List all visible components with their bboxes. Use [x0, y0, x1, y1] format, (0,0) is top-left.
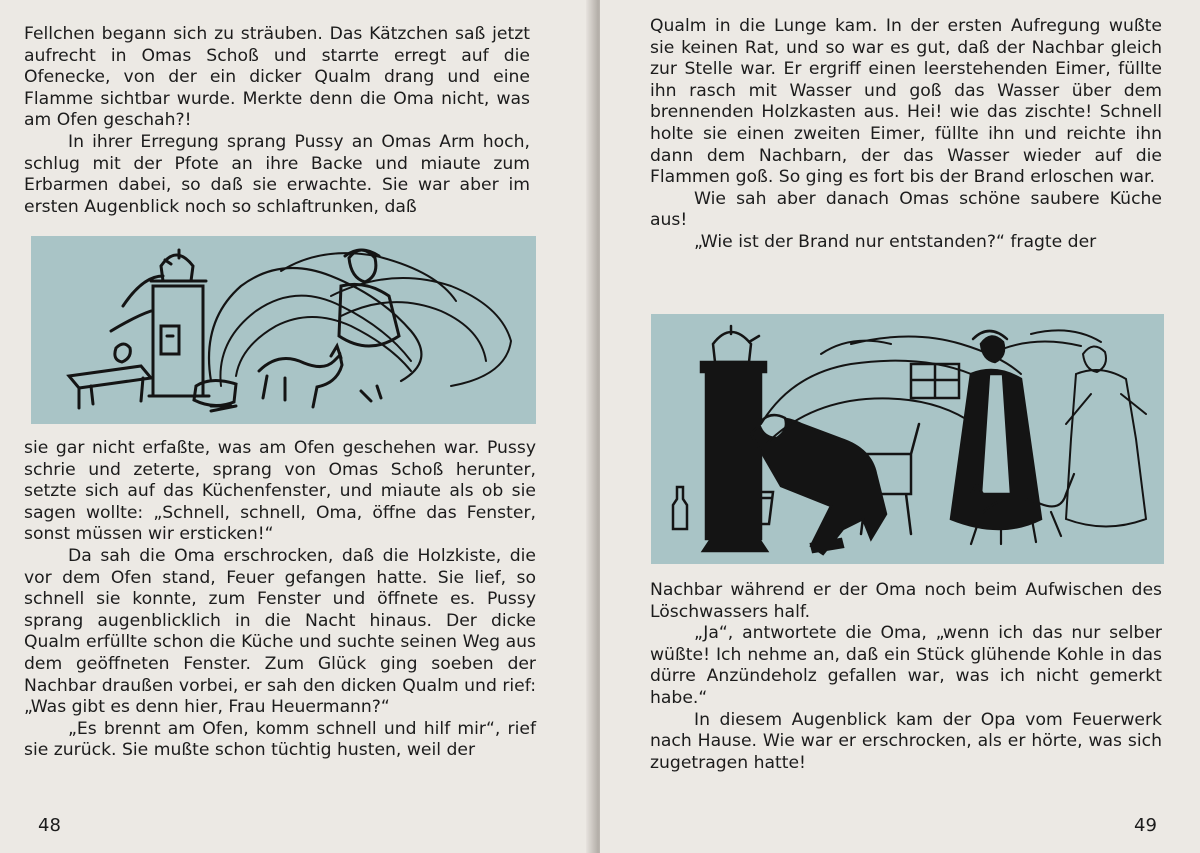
left-top-text	[24, 24, 530, 218]
page-number-right: 49	[1134, 815, 1157, 836]
paragraph: In diesem Augenblick kam der Opa vom Feuerwerk nach Hause. Wie war er erschrocken, als er hörte, was sich zugetragen hatte!	[650, 709, 1162, 773]
right-page	[600, 0, 1200, 853]
illustration-drawing-left	[31, 236, 536, 424]
paragraph: Qualm in die Lunge kam. In der ersten Aufregung wußte sie keinen Rat, und so war es gut, daß der Nachbar gleich zur Stelle war. Er ergriff einen leerstehenden Eimer, füllte ihn rasch mit Wasser und goß das Wasser über dem brennenden Holzkasten aus. Hei! wie das zischte! Schnell holte sie einen zweiten Eimer, füllte ihn und reichte ihn dann dem Nachbarn, der das Wasser wieder auf die Flammen goß. So ging es fort bis der Brand erloschen war.	[650, 16, 1162, 188]
paragraph: Da sah die Oma erschrocken, daß die Holzkiste, die vor dem Ofen stand, Feuer gefangen hatte. Sie lief, so schnell sie konnte, zum Fenster und öffnete es. Pussy sprang augenblicklich in die Nacht hinaus. Der dicke Qualm erfüllte schon die Küche und suchte seinen Weg aus dem geöffneten Fenster. Zum Glück ging soeben der Nachbar draußen vorbei, er sah den dicken Qualm und rief: „Was gibt es denn hier, Frau Heuermann?“	[24, 545, 536, 718]
illustration-neighbor-extinguishing-fire	[651, 314, 1164, 564]
left-bottom-text	[24, 438, 536, 762]
paragraph: Wie sah aber danach Omas schöne saubere Küche aus!	[650, 188, 1162, 231]
left-page	[0, 0, 592, 853]
paragraph: „Wie ist der Brand nur entstanden?“ fragte der	[694, 231, 1097, 252]
paragraph: Nachbar während er der Oma noch beim Aufwischen des Löschwassers half.	[650, 580, 1162, 622]
illustration-drawing-right	[651, 314, 1164, 564]
right-bottom-text	[650, 580, 1162, 774]
illustration-oma-asleep-stove-smoke	[31, 236, 536, 424]
page-number-left: 48	[38, 815, 61, 836]
paragraph: In ihrer Erregung sprang Pussy an Omas Arm hoch, schlug mit der Pfote an ihre Backe und miaute zum Erbarmen dabei, so daß sie erwachte. Sie war aber im ersten Augenblick noch so schlaftrunken, daß	[24, 131, 530, 217]
paragraph: „Ja“, antwortete die Oma, „wenn ich das nur selber wüßte! Ich nehme an, daß ein Stück glühende Kohle in das dürre Anzündeholz gefallen war, was ich nicht gemerkt habe.“	[650, 623, 1162, 708]
paragraph: „Es brennt am Ofen, komm schnell und hilf mir“, rief sie zurück. Sie mußte schon tüchtig husten, weil der	[24, 718, 536, 761]
paragraph: sie gar nicht erfaßte, was am Ofen geschehen war. Pussy schrie und zeterte, sprang von Omas Schoß herunter, setzte sich auf das Küchenfenster, und miaute als ob sie sagen wollte: „Schnell, schnell, Oma, öffne das Fenster, sonst müssen wir ersticken!“	[24, 438, 536, 545]
right-top-text	[650, 16, 1162, 254]
paragraph: Fellchen begann sich zu sträuben. Das Kätzchen saß jetzt aufrecht in Omas Schoß und starrte erregt auf die Ofenecke, von der ein dicker Qualm drang und eine Flamme sichtbar wurde. Merkte denn die Oma nicht, was am Ofen geschah?!	[24, 24, 530, 131]
